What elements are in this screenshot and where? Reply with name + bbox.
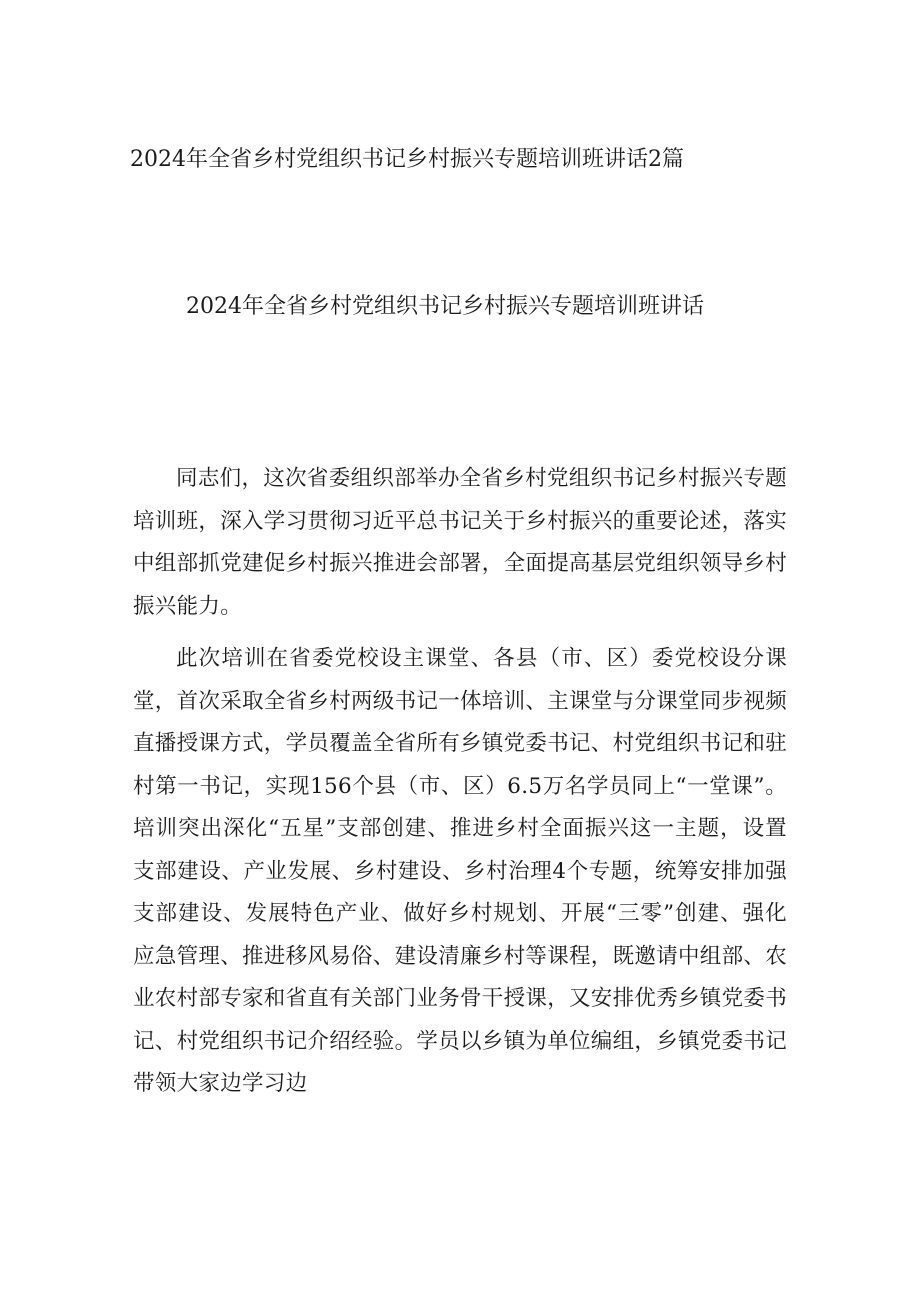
speech-body	[133, 458, 787, 1116]
paragraph-training-overview: 此次培训在省委党校设主课堂、各县（市、区）委党校设分课堂，首次采取全省乡村两级书记一体培训、主课堂与分课堂同步视频直播授课方式，学员覆盖全省所有乡镇党委书记、村党组织书记和驻村第一书记，实现156个县（市、区）6.5万名学员同上“一堂课”。培训突出深化“五星”支部创建、推进乡村全面振兴这一主题，设置支部建设、产业发展、乡村建设、乡村治理4个专题，统筹安排加强支部建设、发展特色产业、做好乡村规划、开展“三零”创建、强化应急管理、推进移风易俗、建设清廉乡村等课程，既邀请中组部、农业农村部专家和省直有关部门业务骨干授课，又安排优秀乡镇党委书记、村党组织书记介绍经验。学员以乡镇为单位编组，乡镇党委书记带领大家边学习边	[133, 646, 788, 1096]
speech-title: 2024年全省乡村党组织书记乡村振兴专题培训班讲话	[186, 294, 704, 319]
paragraph-opening: 同志们，这次省委组织部举办全省乡村党组织书记乡村振兴专题培训班，深入学习贯彻习近平总书记关于乡村振兴的重要论述，落实中组部抓党建促乡村振兴推进会部署，全面提高基层党组织领导乡村振兴能力。	[133, 466, 788, 619]
document-title: 2024年全省乡村党组织书记乡村振兴专题培训班讲话2篇	[130, 147, 684, 172]
